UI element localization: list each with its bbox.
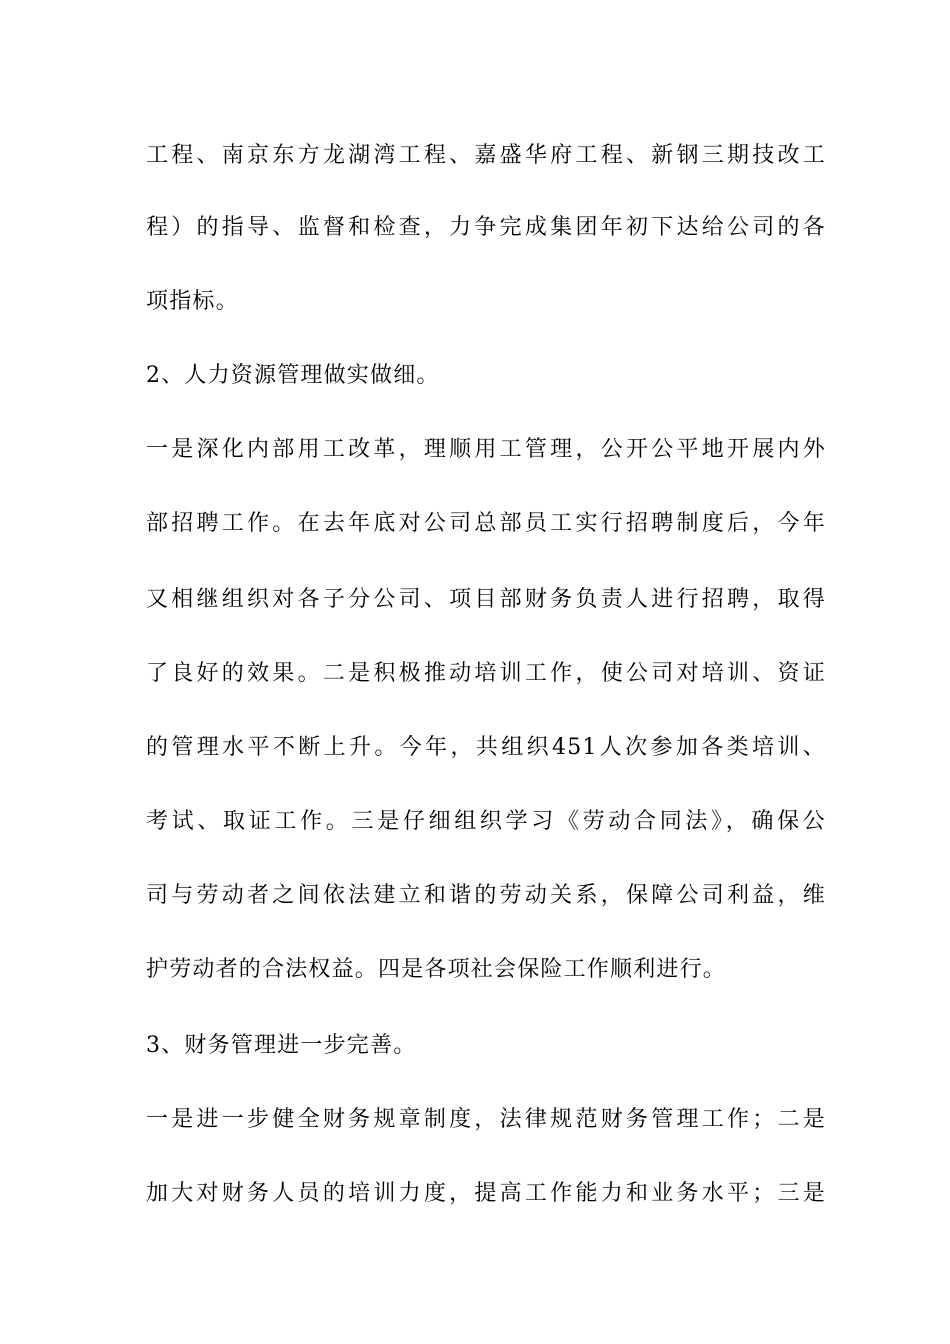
text-line: 加大对财务人员的培训力度，提高工作能力和业务水平；三是 (146, 1181, 826, 1206)
text-line: 程）的指导、监督和检查，力争完成集团年初下达给公司的各 (146, 215, 826, 240)
text-line: 项指标。 (146, 289, 239, 314)
section-heading: 3、财务管理进一步完善。 (146, 1033, 417, 1058)
text-line: 工程、南京东方龙湖湾工程、嘉盛华府工程、新钢三期技改工 (146, 143, 826, 168)
text-line: 一是进一步健全财务规章制度，法律规范财务管理工作；二是 (146, 1107, 826, 1132)
text-line: 一是深化内部用工改革，理顺用工管理，公开公平地开展内外 (146, 437, 826, 462)
text-line: 考试、取证工作。三是仔细组织学习《劳动合同法》，确保公 (146, 809, 826, 834)
text-line: 部招聘工作。在去年底对公司总部员工实行招聘制度后，今年 (146, 511, 826, 536)
text-line: 的管理水平不断上升。今年，共组织451人次参加各类培训、 (146, 735, 826, 760)
text-line: 司与劳动者之间依法建立和谐的劳动关系，保障公司利益，维 (146, 883, 826, 908)
text-line: 又相继组织对各子分公司、项目部财务负责人进行招聘，取得 (146, 587, 826, 612)
text-line: 护劳动者的合法权益。四是各项社会保险工作顺利进行。 (146, 957, 727, 982)
text-line: 了良好的效果。二是积极推动培训工作，使公司对培训、资证 (146, 661, 826, 686)
section-heading: 2、人力资源管理做实做细。 (146, 363, 440, 388)
